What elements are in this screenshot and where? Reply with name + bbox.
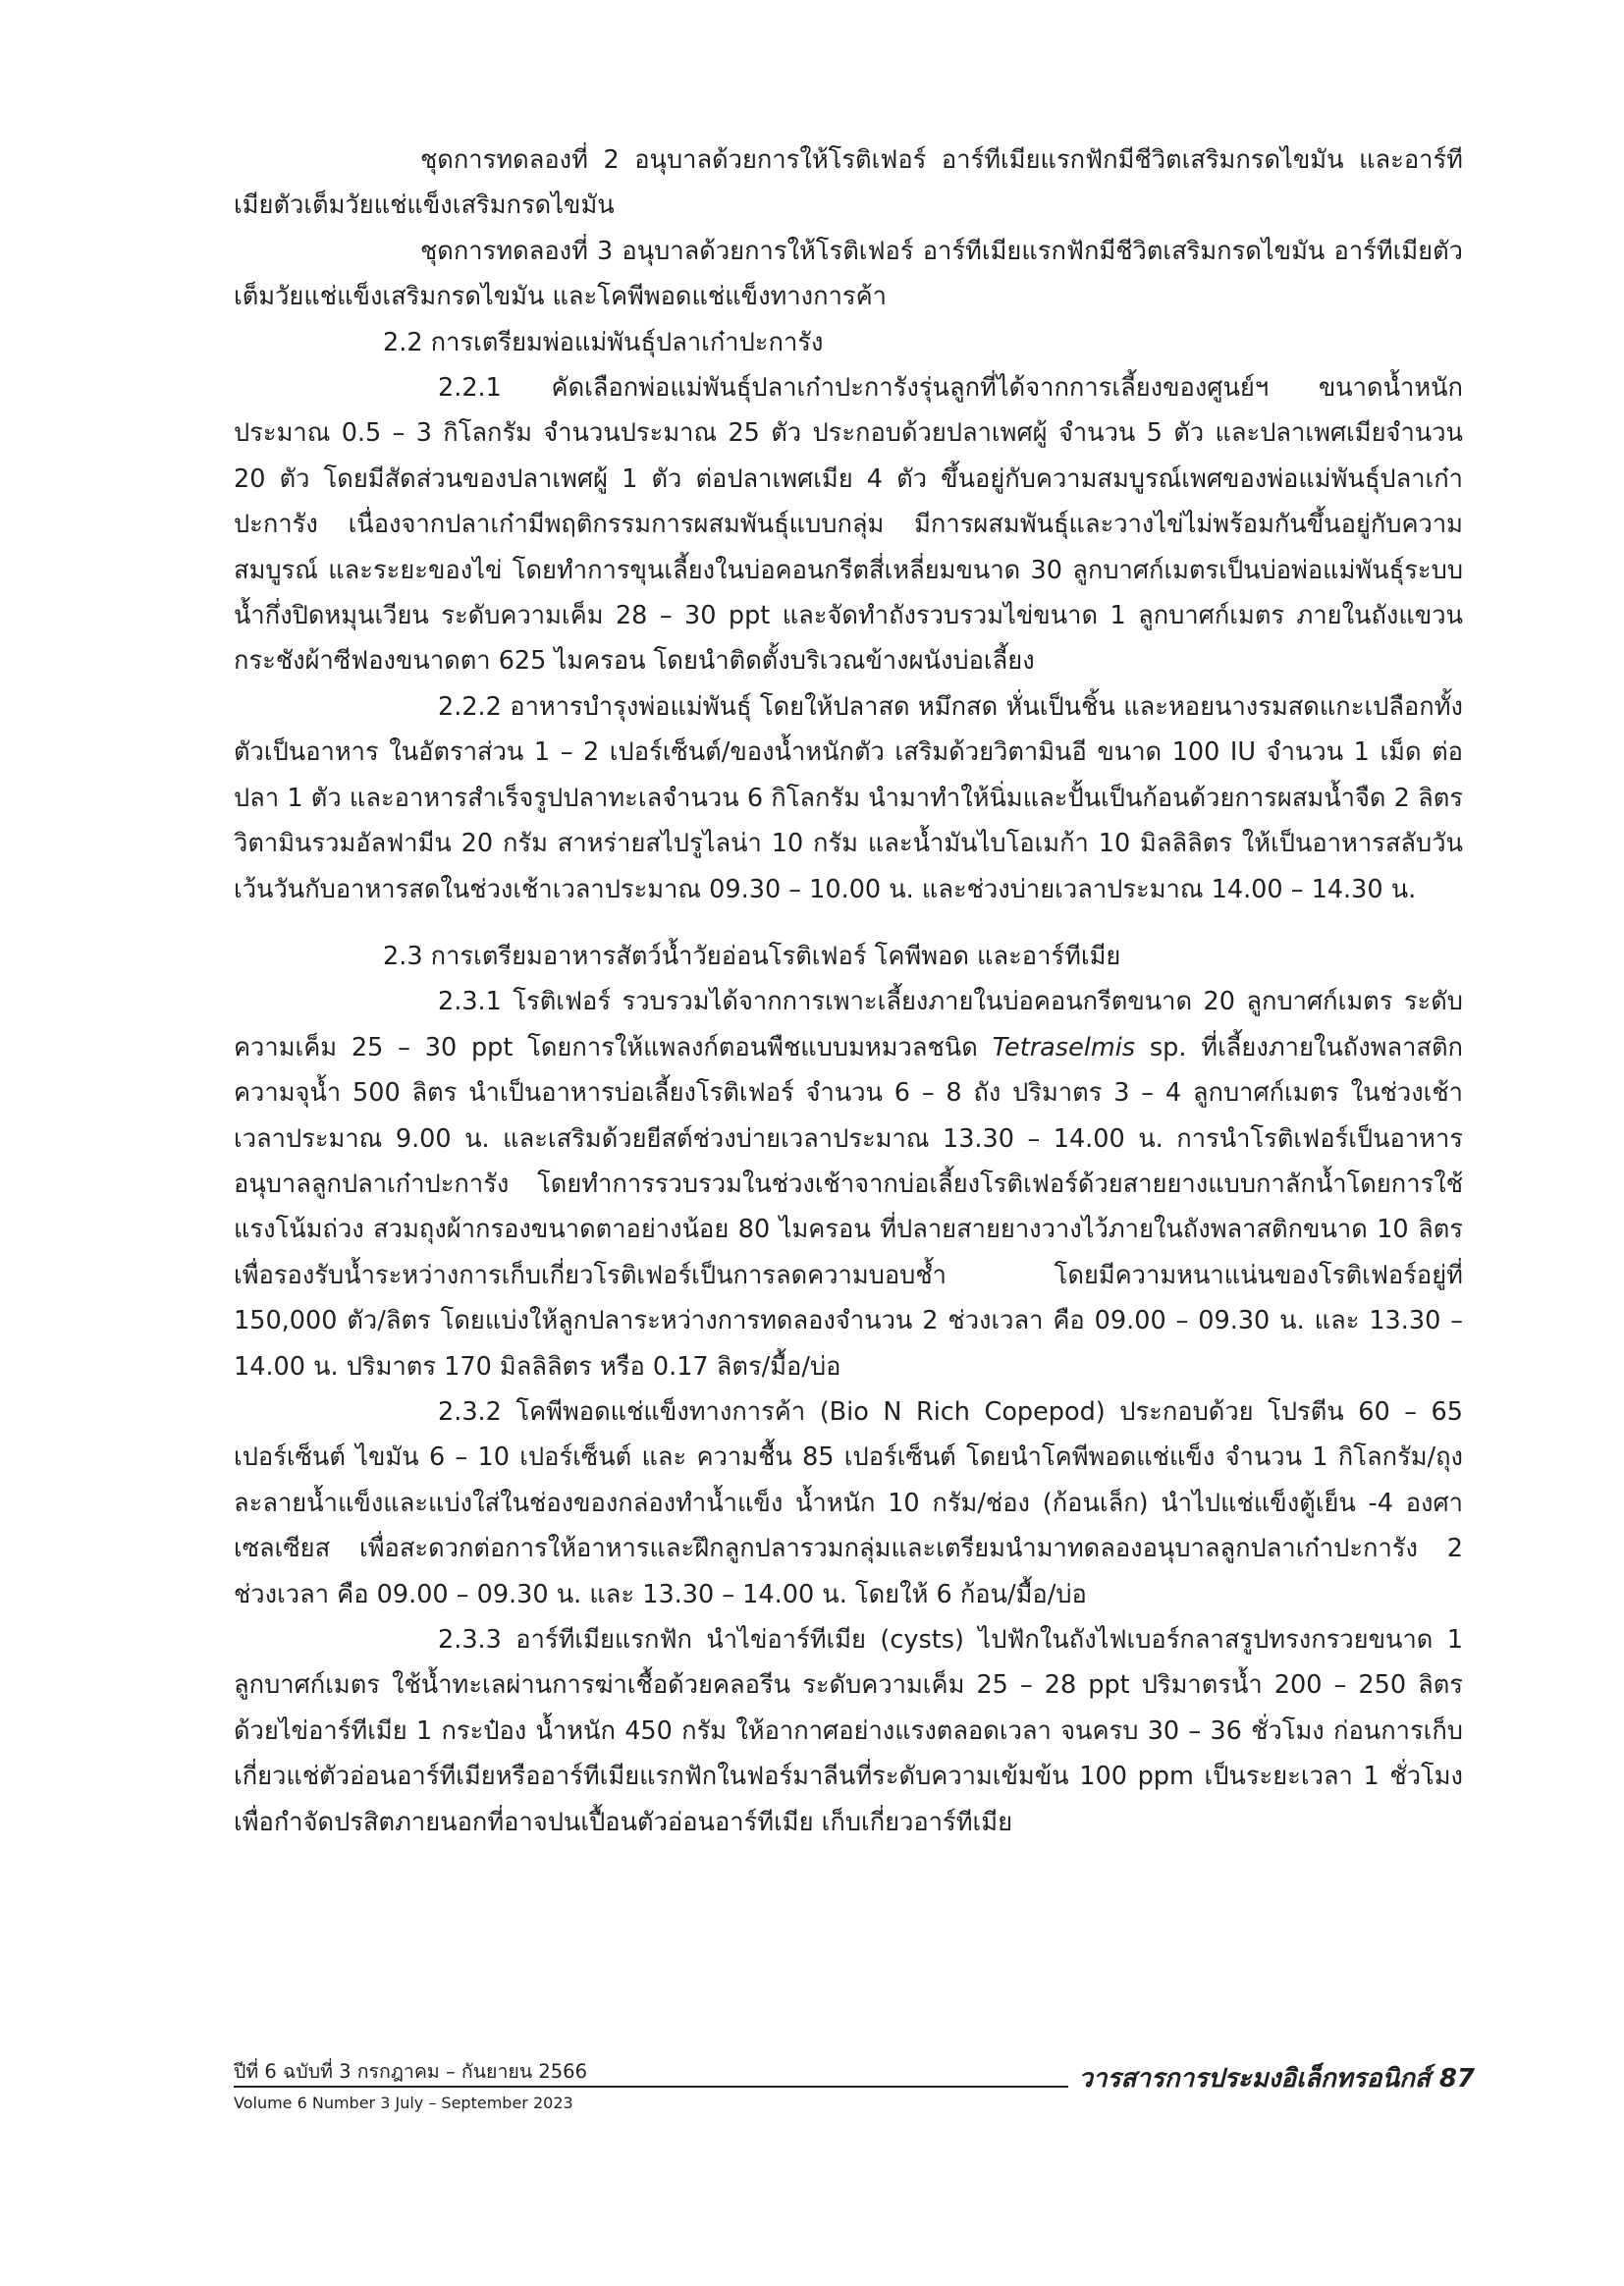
- section-heading-2-3: 2.3 การเตรียมอาหารสัตว์น้ำวัยอ่อนโรติเฟอร์ โคพีพอด และอาร์ทีเมีย: [383, 941, 1121, 971]
- paragraph-2-3-1: [234, 979, 1463, 1389]
- paragraph-2-2-2: 2.2.2 อาหารบำรุงพ่อแม่พันธุ์ โดยให้ปลาสด หมึกสด หั่นเป็นชิ้น และหอยนางรมสดแกะเปลือกทั้งตัวเป็นอาหาร ในอัตราส่วน 1 – 2 เปอร์เซ็นต์/ของน้ำหนักตัว เสริมด้วยวิตามินอี ขนาด 100 IU จำนวน 1 เม็ด ต่อปลา 1 ตัว และอาหารสำเร็จรูปปลาทะเลจำนวน 6 กิโลกรัม นำมาทำให้นิ่มและปั้นเป็นก้อนด้วยการผสมน้ำจืด 2 ลิตร วิตามินรวมอัลฟามีน 20 กรัม สาหร่ายสไปรูไลน่า 10 กรัม และน้ำมันไบโอเมก้า 10 มิลลิลิตร ให้เป็นอาหารสลับวันเว้นวันกับอาหารสดในช่วงเช้าเวลาประมาณ 09.30 – 10.00 น. และช่วงบ่ายเวลาประมาณ 14.00 – 14.30 น.: [234, 691, 1463, 904]
- paragraph-experiment-set-3: ชุดการทดลองที่ 3 อนุบาลด้วยการให้โรติเฟอร์ อาร์ทีเมียแรกฟักมีชีวิตเสริมกรดไขมัน อาร์ทีเมียตัวเต็มวัยแช่แข็งเสริมกรดไขมัน และโคพีพอดแช่แข็งทางการค้า: [234, 236, 1463, 312]
- paragraph-2-3-2: 2.3.2 โคพีพอดแช่แข็งทางการค้า (Bio N Rich Copepod) ประกอบด้วย โปรตีน 60 – 65 เปอร์เซ็นต์ ไขมัน 6 – 10 เปอร์เซ็นต์ และ ความชื้น 85 เปอร์เซ็นต์ โดยนำโคพีพอดแช่แข็ง จำนวน 1 กิโลกรัม/ถุง ละลายน้ำแข็งและแบ่งใส่ในช่องของกล่องทำน้ำแข็ง น้ำหนัก 10 กรัม/ช่อง (ก้อนเล็ก) นำไปแช่แข็งตู้เย็น -4 องศาเซลเซียส เพื่อสะดวกต่อการให้อาหารและฝึกลูกปลารวมกลุ่มและเตรียมนำมาทดลองอนุบาลลูกปลาเก๋าปะการัง 2 ช่วงเวลา คือ 09.00 – 09.30 น. และ 13.30 – 14.00 น. โดยให้ 6 ก้อน/มื้อ/บ่อ: [234, 1396, 1463, 1609]
- paragraph-2-3-1-text-b: sp. ที่เลี้ยงภายในถังพลาสติกความจุน้ำ 500 ลิตร นำเป็นอาหารบ่อเลี้ยงโรติเฟอร์ จำนวน 6 – 8 ถัง ปริมาตร 3 – 4 ลูกบาศก์เมตร ในช่วงเช้าเวลาประมาณ 9.00 น. และเสริมด้วยยีสต์ช่วงบ่ายเวลาประมาณ 13.30 – 14.00 น. การนำโรติเฟอร์เป็นอาหารอนุบาลลูกปลาเก๋าปะการัง โดยทำการรวบรวมในช่วงเช้าจากบ่อเลี้ยงโรติเฟอร์ด้วยสายยางแบบกาลักน้ำโดยการใช้แรงโน้มถ่วง สวมถุงผ้ากรองขนาดตาอย่างน้อย 80 ไมครอน ที่ปลายสายยางวางไว้ภายในถังพลาสติกขนาด 10 ลิตร เพื่อรองรับน้ำระหว่างการเก็บเกี่ยวโรติเฟอร์เป็นการลดความบอบช้ำ โดยมีความหนาแน่นของโรติเฟอร์อยู่ที่ 150,000 ตัว/ลิตร โดยแบ่งให้ลูกปลาระหว่างการทดลองจำนวน 2 ช่วงเวลา คือ 09.00 – 09.30 น. และ 13.30 – 14.00 น. ปริมาตร 170 มิลลิลิตร หรือ 0.17 ลิตร/มื้อ/บ่อ: [234, 1032, 1463, 1382]
- section-heading-2-2: 2.2 การเตรียมพ่อแม่พันธุ์ปลาเก๋าปะการัง: [383, 327, 824, 357]
- footer-journal-page: วารสารการประมงอิเล็กทรอนิกส์ 87: [1078, 2064, 1475, 2094]
- paragraph-experiment-set-2: ชุดการทดลองที่ 2 อนุบาลด้วยการให้โรติเฟอร์ อาร์ทีเมียแรกฟักมีชีวิตเสริมกรดไขมัน และอาร์ทีเมียตัวเต็มวัยแช่แข็งเสริมกรดไขมัน: [234, 145, 1463, 221]
- footer-divider: [234, 2086, 1068, 2088]
- paragraph-2-3-1-text-a: 2.3.1 โรติเฟอร์ รวบรวมได้จากการเพาะเลี้ยงภายในบ่อคอนกรีตขนาด 20 ลูกบาศก์เมตร ระดับความเค็ม 25 – 30 ppt โดยการให้แพลงก์ตอนพืชแบบมหมวลชนิด: [234, 987, 1463, 1062]
- page-footer: [234, 2056, 1475, 2115]
- paragraph-2-2-1: 2.2.1 คัดเลือกพ่อแม่พันธุ์ปลาเก๋าปะการังรุ่นลูกที่ได้จากการเลี้ยงของศูนย์ฯ ขนาดน้ำหนักประมาณ 0.5 – 3 กิโลกรัม จำนวนประมาณ 25 ตัว ประกอบด้วยปลาเพศผู้ จำนวน 5 ตัว และปลาเพศเมียจำนวน 20 ตัว โดยมีสัดส่วนของปลาเพศผู้ 1 ตัว ต่อปลาเพศเมีย 4 ตัว ขึ้นอยู่กับความสมบูรณ์เพศของพ่อแม่พันธุ์ปลาเก๋าปะการัง เนื่องจากปลาเก๋ามีพฤติกรรมการผสมพันธุ์แบบกลุ่ม มีการผสมพันธุ์และวางไข่ไม่พร้อมกันขึ้นอยู่กับความสมบูรณ์ และระยะของไข่ โดยทำการขุนเลี้ยงในบ่อคอนกรีตสี่เหลี่ยมขนาด 30 ลูกบาศก์เมตรเป็นบ่อพ่อแม่พันธุ์ระบบน้ำกึ่งปิดหมุนเวียน ระดับความเค็ม 28 – 30 ppt และจัดทำถังรวบรวมไข่ขนาด 1 ลูกบาศก์เมตร ภายในถังแขวนกระชังผ้าซีฟองขนาดตา 625 ไมครอน โดยนำติดตั้งบริเวณข้างผนังบ่อเลี้ยง: [234, 373, 1463, 677]
- species-name: Tetraselmis: [992, 1032, 1136, 1062]
- body-text: [234, 137, 1463, 1845]
- footer-issue-english: Volume 6 Number 3 July – September 2023: [234, 2094, 573, 2112]
- footer-issue-thai: ปีที่ 6 ฉบับที่ 3 กรกฎาคม – กันยายน 2566: [234, 2060, 587, 2083]
- paragraph-2-3-3: 2.3.3 อาร์ทีเมียแรกฟัก นำไข่อาร์ทีเมีย (cysts) ไปฟักในถังไฟเบอร์กลาสรูปทรงกรวยขนาด 1 ลูกบาศก์เมตร ใช้น้ำทะเลผ่านการฆ่าเชื้อด้วยคลอรีน ระดับความเค็ม 25 – 28 ppt ปริมาตรน้ำ 200 – 250 ลิตร ด้วยไข่อาร์ทีเมีย 1 กระป๋อง น้ำหนัก 450 กรัม ให้อากาศอย่างแรงตลอดเวลา จนครบ 30 – 36 ชั่วโมง ก่อนการเก็บเกี่ยวแช่ตัวอ่อนอาร์ทีเมียหรืออาร์ทีเมียแรกฟักในฟอร์มาลีนที่ระดับความเข้มข้น 100 ppm เป็นระยะเวลา 1 ชั่วโมง เพื่อกำจัดปรสิตภายนอกที่อาจปนเปื้อนตัวอ่อนอาร์ทีเมีย เก็บเกี่ยวอาร์ทีเมีย: [234, 1625, 1463, 1837]
